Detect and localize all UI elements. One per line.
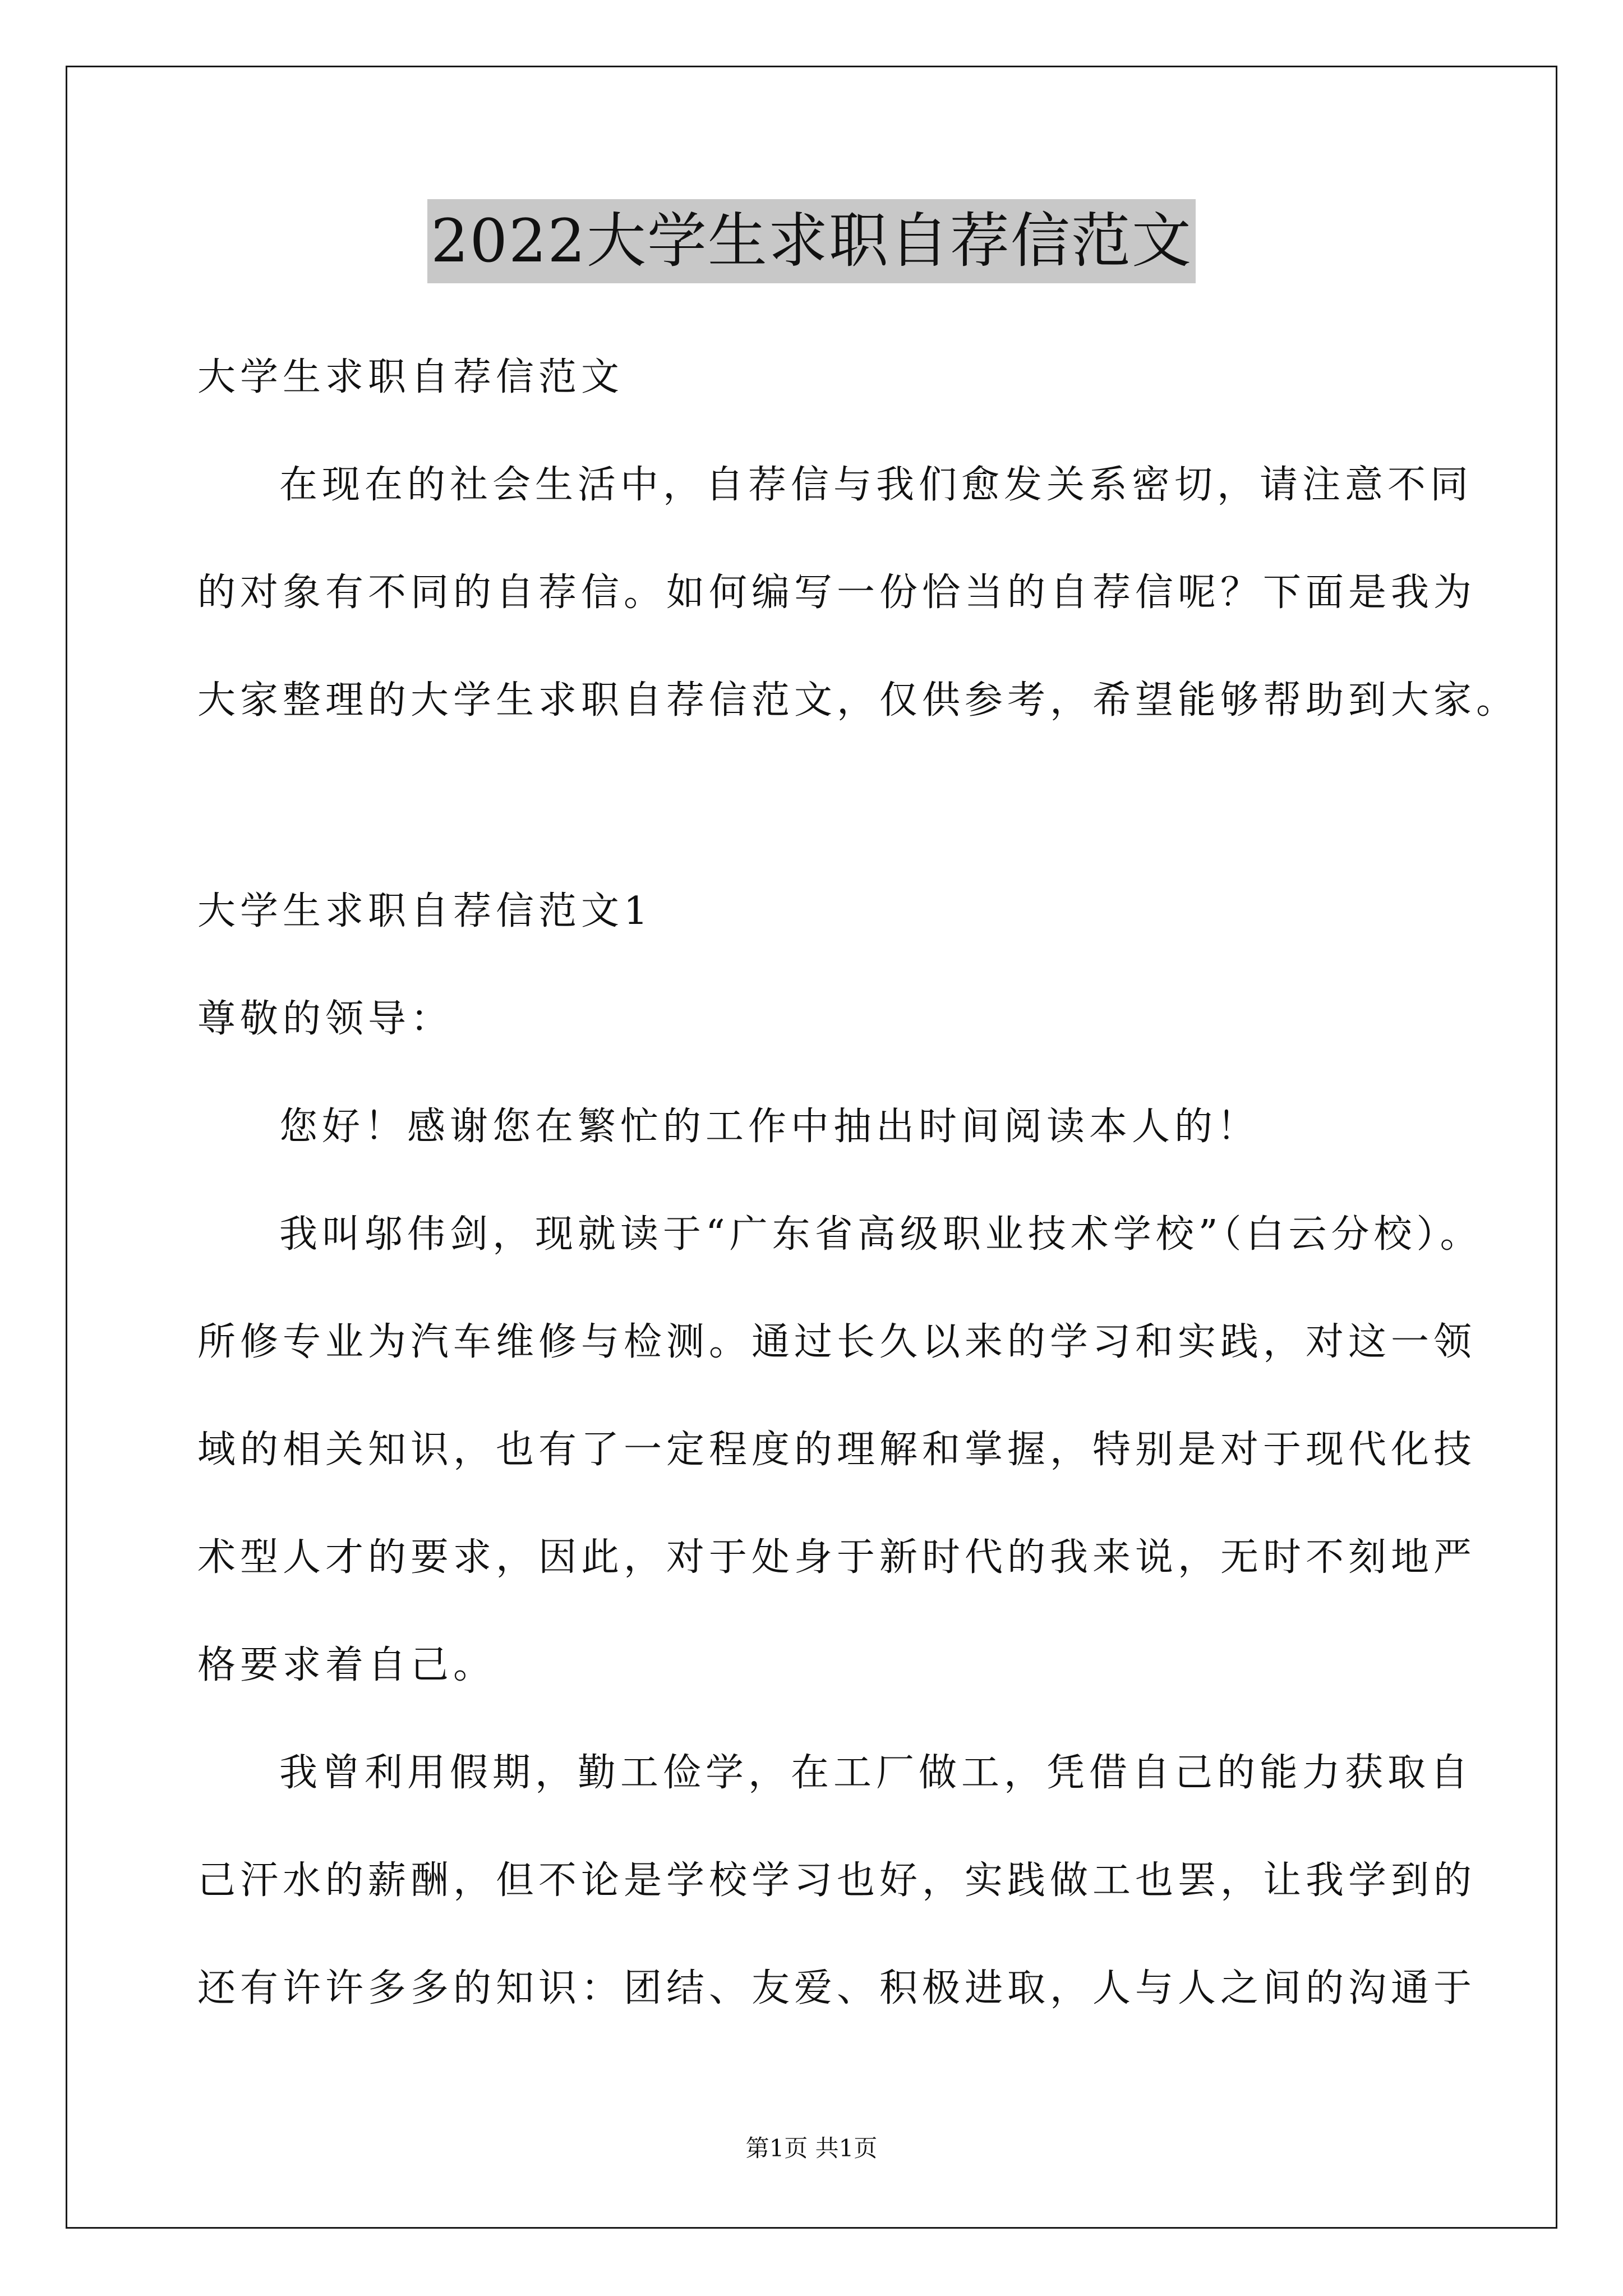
paragraph-line: 我曾利用假期，勤工俭学，在工厂做工，凭借自己的能力获取自 (279, 1751, 1473, 1795)
paragraph-line: 大家整理的大学生求职自荐信范文，仅供参考，希望能够帮助到大家。 (197, 678, 1519, 723)
document-title: 2022大学生求职自荐信范文 (427, 199, 1196, 283)
paragraph-line: 您好！感谢您在繁忙的工作中抽出时间阅读本人的！ (279, 1105, 1260, 1149)
subtitle-line: 大学生求职自荐信范文 (197, 355, 624, 399)
paragraph-line: 的对象有不同的自荐信。如何编写一份恰当的自荐信呢？下面是我为 (197, 570, 1477, 615)
paragraph-line: 格要求着自己。 (197, 1643, 496, 1687)
section-heading: 大学生求职自荐信范文1 (197, 889, 653, 933)
paragraph-line: 还有许许多多的知识：团结、友爱、积极进取，人与人之间的沟通于 (197, 1966, 1477, 2010)
paragraph-line: 己汗水的薪酬，但不论是学校学习也好，实践做工也罢，让我学到的 (197, 1858, 1477, 1903)
paragraph-line: 术型人才的要求，因此，对于处身于新时代的我来说，无时不刻地严 (197, 1535, 1477, 1580)
paragraph-line: 我叫邬伟剑，现就读于“广东省高级职业技术学校”（白云分校）。 (279, 1212, 1483, 1257)
paragraph-line: 所修专业为汽车维修与检测。通过长久以来的学习和实践，对这一领 (197, 1320, 1477, 1364)
page-footer: 第1页 共1页 (745, 2134, 878, 2162)
title-container (0, 199, 1623, 283)
salutation-line: 尊敬的领导： (197, 997, 454, 1041)
paragraph-line: 域的相关知识，也有了一定程度的理解和掌握，特别是对于现代化技 (197, 1428, 1477, 1472)
paragraph-line: 在现在的社会生活中，自荐信与我们愈发关系密切，请注意不同 (279, 463, 1473, 507)
